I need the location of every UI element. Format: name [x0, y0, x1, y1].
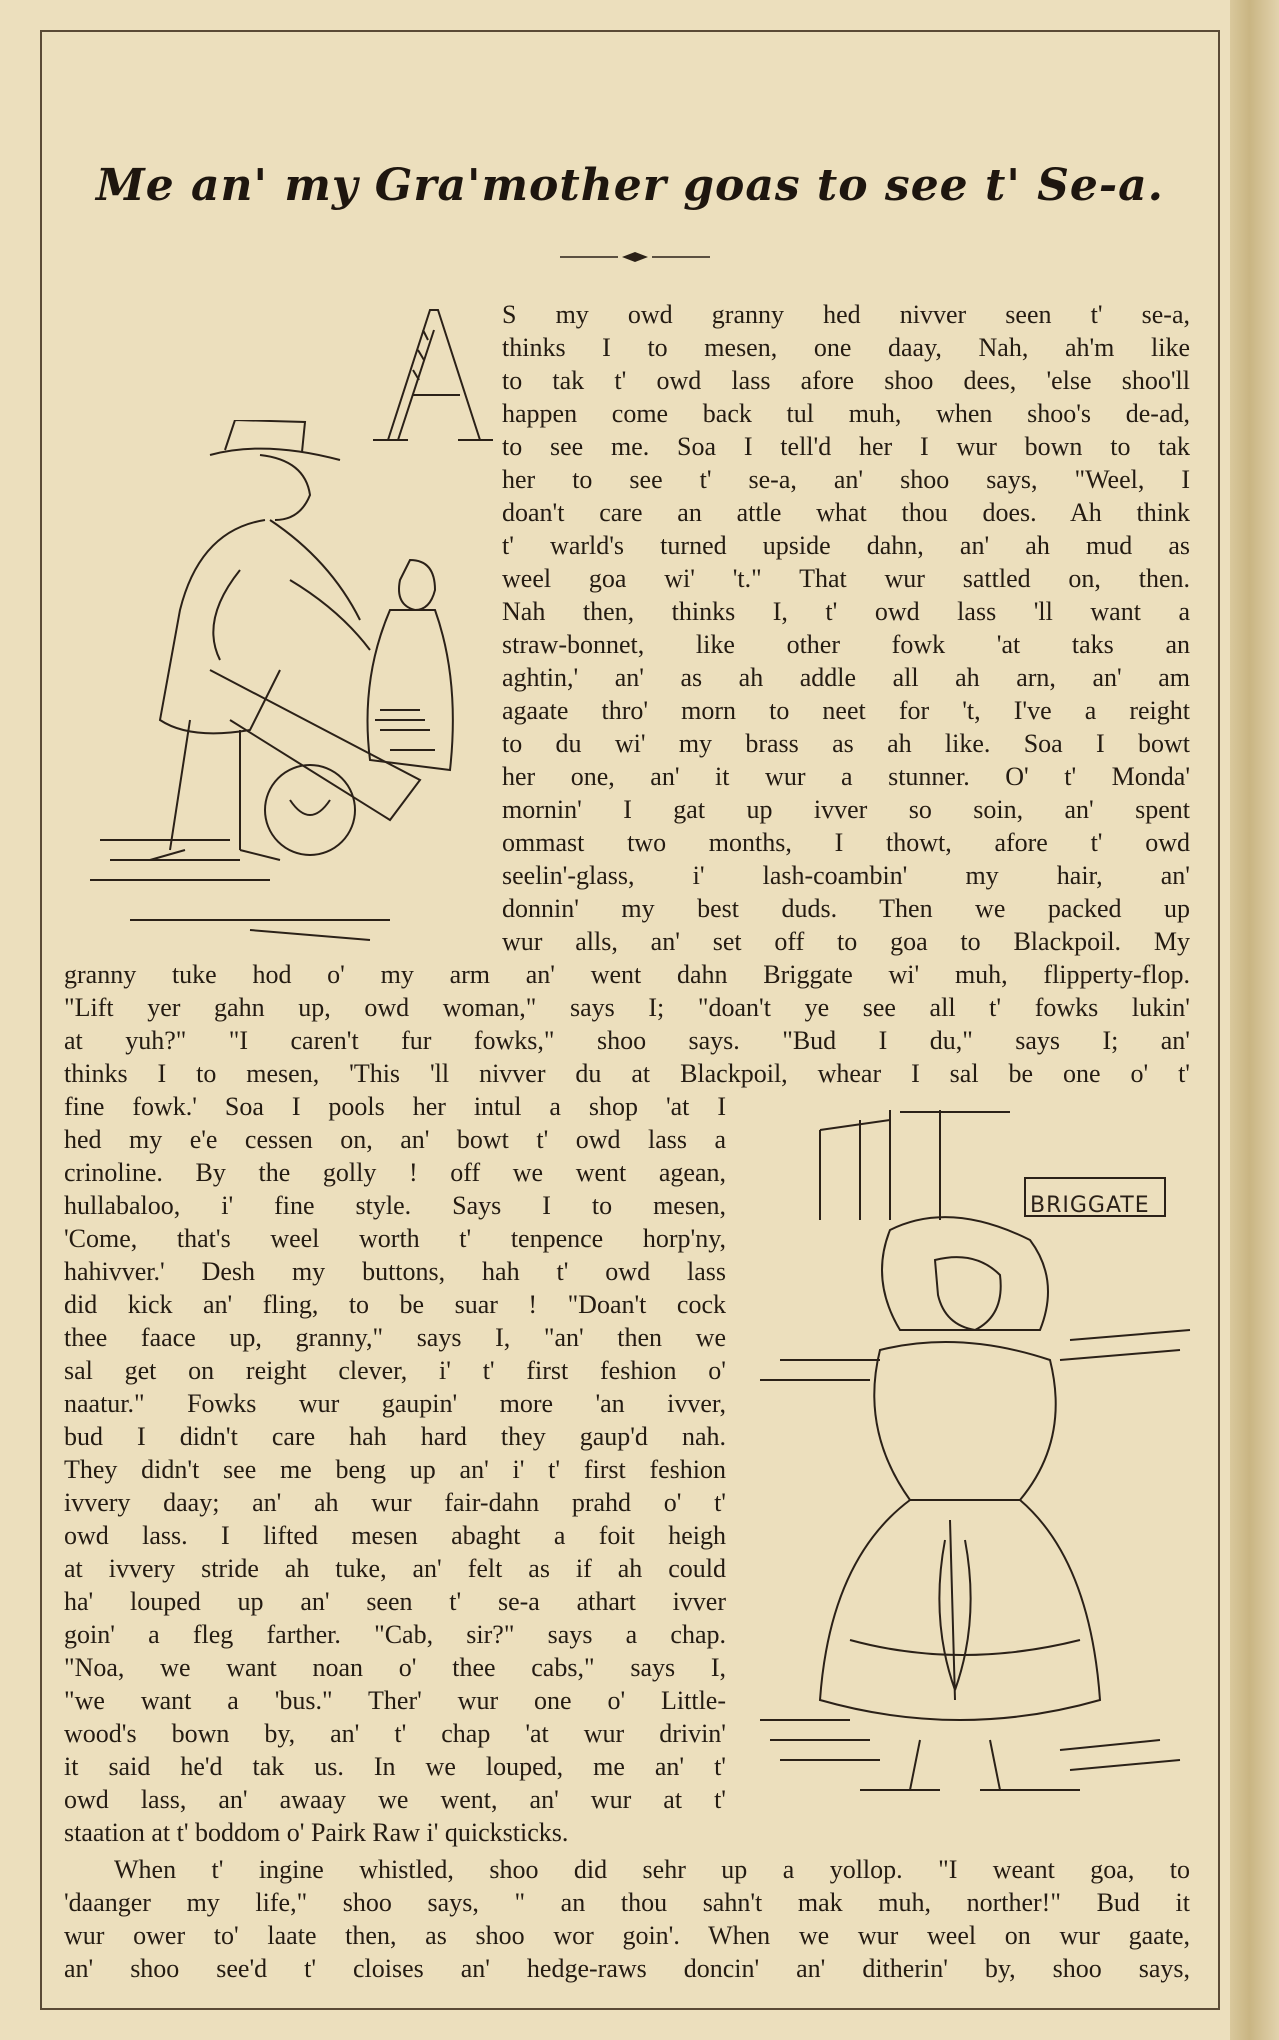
text-line: hed my e'e cessen on, an' bowt t' owd lass a — [64, 1125, 726, 1154]
text-line: ivvery daay; an' ah wur fair-dahn prahd o' t' — [64, 1488, 726, 1517]
text-line: bud I didn't care hah hard they gaup'd nah. — [64, 1422, 726, 1451]
text-line: When t' ingine whistled, shoo did sehr up a yollop. "I weant goa, to — [114, 1855, 1190, 1884]
text-line: ha' louped up an' seen t' se-a athart ivver — [64, 1587, 726, 1616]
text-line: straw-bonnet, like other fowk 'at taks an — [502, 630, 1190, 659]
text-line: They didn't see me beng up an' i' t' first feshion — [64, 1455, 726, 1484]
text-line: to du wi' my brass as ah like. Soa I bowt — [502, 729, 1190, 758]
page-edge — [1230, 0, 1279, 2040]
text-line: seelin'-glass, i' lash-coambin' my hair, an' — [502, 861, 1190, 890]
text-line: goin' a fleg farther. "Cab, sir?" says a chap. — [64, 1620, 726, 1649]
text-line: owd lass, an' awaay we went, an' wur at t' — [64, 1785, 726, 1814]
text-line: happen come back tul muh, when shoo's de-ad, — [502, 399, 1190, 428]
paragraph-3-full — [64, 1853, 1190, 1985]
text-line: her to see t' se-a, an' shoo says, "Weel, I — [502, 465, 1190, 494]
text-line: crinoline. By the golly ! off we went agean, — [64, 1158, 726, 1187]
text-line: did kick an' fling, to be suar ! "Doan't cock — [64, 1290, 726, 1319]
text-line: granny tuke hod o' my arm an' went dahn Briggate wi' muh, flipperty-flop. — [64, 960, 1190, 989]
text-line: thinks I to mesen, one daay, Nah, ah'm like — [502, 333, 1190, 362]
text-line: ommast two months, I thowt, afore t' owd — [502, 828, 1190, 857]
text-line: "Noa, we want noan o' thee cabs," says I, — [64, 1653, 726, 1682]
frame-border-top — [40, 30, 1220, 32]
text-line: thinks I to mesen, 'This 'll nivver du at Blackpoil, whear I sal be one o' t' — [64, 1059, 1190, 1088]
text-line: hullabaloo, i' fine style. Says I to mesen, — [64, 1191, 726, 1220]
man-wheelbarrow-illustration — [90, 420, 480, 950]
text-line: to tak t' owd lass afore shoo dees, 'else shoo'll — [502, 366, 1190, 395]
page-title: Me an' my Gra'mother goas to see t' Se-a. — [96, 160, 1164, 211]
text-line: "Lift yer gahn up, owd woman," says I; "doan't ye see all t' fowks lukin' — [64, 993, 1190, 1022]
text-line: wur alls, an' set off to goa to Blackpoil. My — [502, 927, 1190, 956]
text-line: an' shoo see'd t' cloises an' hedge-raws doncin' an' ditherin' by, shoo says, — [64, 1954, 1190, 1983]
text-line: wur ower to' laate then, as shoo wor goin'. When we wur weel on wur gaate, — [64, 1921, 1190, 1950]
text-line: agaate thro' morn to neet for 't, I've a reight — [502, 696, 1190, 725]
text-line: hahivver.' Desh my buttons, hah t' owd lass — [64, 1257, 726, 1286]
text-line: 'daanger my life," shoo says, " an thou sahn't mak muh, norther!" Bud it — [64, 1888, 1190, 1917]
text-line: mornin' I gat up ivver so soin, an' spent — [502, 795, 1190, 824]
text-line: at ivvery stride ah tuke, an' felt as if ah could — [64, 1554, 726, 1583]
text-line: at yuh?" "I caren't fur fowks," shoo says. "Bud I du," says I; an' — [64, 1026, 1190, 1055]
text-line: owd lass. I lifted mesen abaght a foit heigh — [64, 1521, 726, 1550]
paragraph-1-wrapped — [502, 298, 1190, 958]
briggate-sign-text: BRIGGATE — [1030, 1193, 1150, 1218]
title-ornament — [560, 250, 710, 264]
frame-border-right — [1218, 30, 1220, 2010]
text-line: fine fowk.' Soa I pools her intul a shop 'at I — [64, 1092, 726, 1121]
text-line: doan't care an attle what thou does. Ah think — [502, 498, 1190, 527]
frame-border-left — [40, 30, 42, 2010]
text-line: weel goa wi' 't." That wur sattled on, then. — [502, 564, 1190, 593]
text-line: aghtin,' an' as ah addle all ah arn, an' am — [502, 663, 1190, 692]
text-line: staation at t' boddom o' Pairk Raw i' quicksticks. — [64, 1818, 569, 1847]
text-line: wood's bown by, an' t' chap 'at wur drivin' — [64, 1719, 726, 1748]
paragraph-1-full — [64, 958, 1190, 1090]
text-line: Nah then, thinks I, t' owd lass 'll want a — [502, 597, 1190, 626]
text-line: donnin' my best duds. Then we packed up — [502, 894, 1190, 923]
text-line: to see me. Soa I tell'd her I wur bown to tak — [502, 432, 1190, 461]
text-line: "we want a 'bus." Ther' wur one o' Little- — [64, 1686, 726, 1715]
text-line: S my owd granny hed nivver seen t' se-a, — [502, 300, 1190, 329]
text-line: her one, an' it wur a stunner. O' t' Monda' — [502, 762, 1190, 791]
text-line: naatur." Fowks wur gaupin' more 'an ivver, — [64, 1389, 726, 1418]
text-line: 'Come, that's weel worth t' tenpence horp'ny, — [64, 1224, 726, 1253]
text-line: sal get on reight clever, i' t' first feshion o' — [64, 1356, 726, 1385]
text-line: t' warld's turned upside dahn, an' ah mud as — [502, 531, 1190, 560]
text-line: thee faace up, granny," says I, "an' then we — [64, 1323, 726, 1352]
frame-border-bottom — [40, 2008, 1220, 2010]
paragraph-2-wrapped — [64, 1090, 726, 1849]
text-line: it said he'd tak us. In we louped, me an' t' — [64, 1752, 726, 1781]
